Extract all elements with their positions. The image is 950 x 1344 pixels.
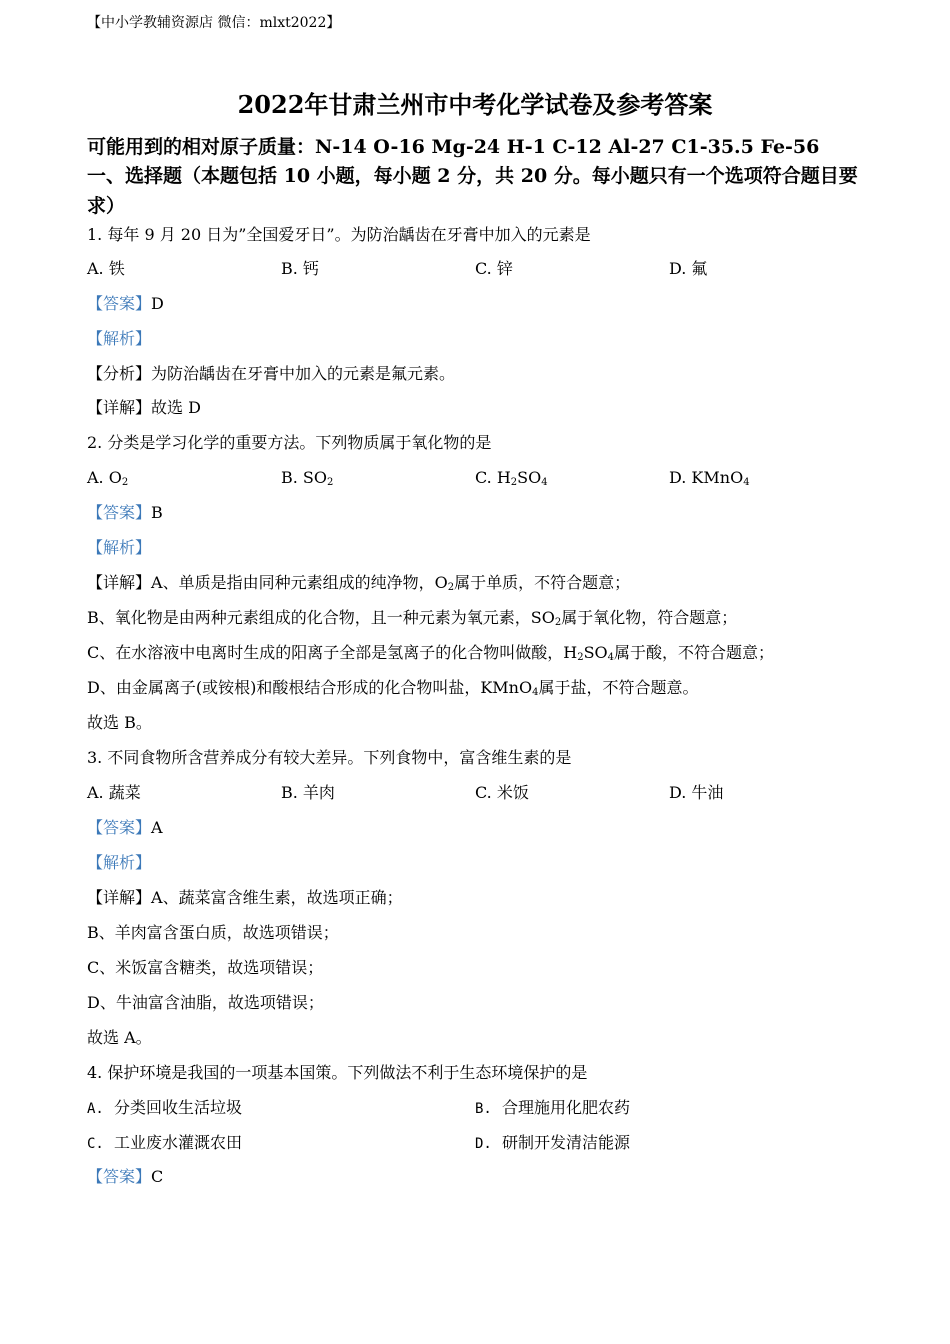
q4-stem: 4. 保护环境是我国的一项基本国策。下列做法不利于生态环境保护的是 [87, 1063, 588, 1082]
q4-option-d: D. 研制开发清洁能源 [475, 1133, 631, 1152]
q3-option-c: C. 米饭 [475, 783, 529, 802]
detail-label: 【详解】 [87, 398, 152, 417]
answer-value: C [151, 1167, 164, 1186]
q3-detail-a: 【详解】A、蔬菜富含维生素，故选项正确； [87, 888, 403, 907]
q3-option-a: A. 蔬菜 [87, 783, 141, 802]
q3-option-d: D. 牛油 [669, 783, 724, 802]
q4-option-b: B. 合理施用化肥农药 [475, 1098, 631, 1117]
q2-analysis-label: 【解析】 [87, 538, 152, 557]
q4-option-a: A. 分类回收生活垃圾 [87, 1098, 243, 1117]
q4-option-c: C. 工业废水灌溉农田 [87, 1133, 243, 1152]
fenxi-label: 【分析】 [87, 364, 152, 383]
page-title: 2022年甘肃兰州市中考化学试卷及参考答案 [237, 90, 713, 119]
answer-value: B [151, 503, 163, 522]
answer-value: A [151, 818, 163, 837]
q2-option-b: B. $SO_2$ [281, 468, 334, 488]
q1-option-d: D. 氟 [669, 259, 708, 278]
q3-stem: 3. 不同食物所含营养成分有较大差异。下列食物中，富含维生素的是 [87, 748, 572, 767]
q2-detail-b: B、氧化物是由两种元素组成的化合物，且一种元素为氧元素，$SO_2$属于氧化物，符合题意； [87, 608, 738, 628]
answer-label: 【答案】 [87, 294, 152, 313]
q1-option-b: B. 钙 [281, 259, 319, 278]
q2-detail-c: C、在水溶液中电离时生成的阳离子全部是氢离子的化合物叫做酸，$H_2SO_4$属于酸，不符合题意； [87, 643, 775, 663]
q2-conclusion: 故选 B。 [87, 713, 152, 732]
section-heading-cont: 求） [87, 195, 126, 217]
q2-detail-d: D、由金属离子(或铵根)和酸根结合形成的化合物叫盐，KMnO$_4$属于盐，不符合题意。 [87, 678, 699, 698]
q3-detail-b: B、羊肉富含蛋白质，故选项错误； [87, 923, 339, 942]
q2-option-c: C. $H_2SO_4$ [475, 468, 548, 488]
q2-option-d: D. KMnO$_4$ [669, 468, 750, 488]
detail-text: 故选 D [151, 398, 201, 417]
q3-conclusion: 故选 A。 [87, 1028, 152, 1047]
q2-detail-a: 【详解】A、单质是指由同种元素组成的纯净物，$O_2$属于单质，不符合题意； [87, 573, 631, 593]
q1-fenxi [87, 363, 455, 385]
q3-analysis-label: 【解析】 [87, 853, 152, 872]
q3-option-b: B. 羊肉 [281, 783, 335, 802]
detail-label: 【详解】 [87, 888, 152, 907]
q3-detail-c: C、米饭富含糖类，故选项错误； [87, 958, 324, 977]
atomic-masses: 可能用到的相对原子质量：N-14 O-16 Mg-24 H-1 C-12 Al-27 C1-35.5 Fe-56 [87, 136, 820, 158]
q1-analysis-label: 【解析】 [87, 329, 152, 348]
fenxi-text: 为防治龋齿在牙膏中加入的元素是氟元素。 [151, 364, 456, 383]
q1-option-a: A. 铁 [87, 259, 125, 278]
q4-answer [87, 1166, 163, 1188]
page-header: 【中小学教辅资源店 微信：mlxt2022】 [87, 15, 341, 31]
q1-stem: 1. 每年 9 月 20 日为”全国爱牙日”。为防治龋齿在牙膏中加入的元素是 [87, 225, 591, 244]
answer-value: D [151, 294, 164, 313]
q1-answer [87, 293, 164, 315]
detail-label: 【详解】 [87, 573, 152, 592]
q1-detail [87, 397, 201, 419]
q1-option-c: C. 锌 [475, 259, 513, 278]
answer-label: 【答案】 [87, 503, 152, 522]
q3-answer [87, 817, 163, 839]
q3-detail-d: D、牛油富含油脂，故选项错误； [87, 993, 324, 1012]
answer-label: 【答案】 [87, 818, 152, 837]
section-heading: 一、选择题（本题包括 10 小题，每小题 2 分，共 20 分。每小题只有一个选项符合题目要 [87, 165, 858, 187]
answer-label: 【答案】 [87, 1167, 152, 1186]
q2-answer [87, 502, 163, 524]
q2-option-a: A. $O_2$ [87, 468, 129, 488]
q2-stem: 2. 分类是学习化学的重要方法。下列物质属于氧化物的是 [87, 433, 492, 452]
